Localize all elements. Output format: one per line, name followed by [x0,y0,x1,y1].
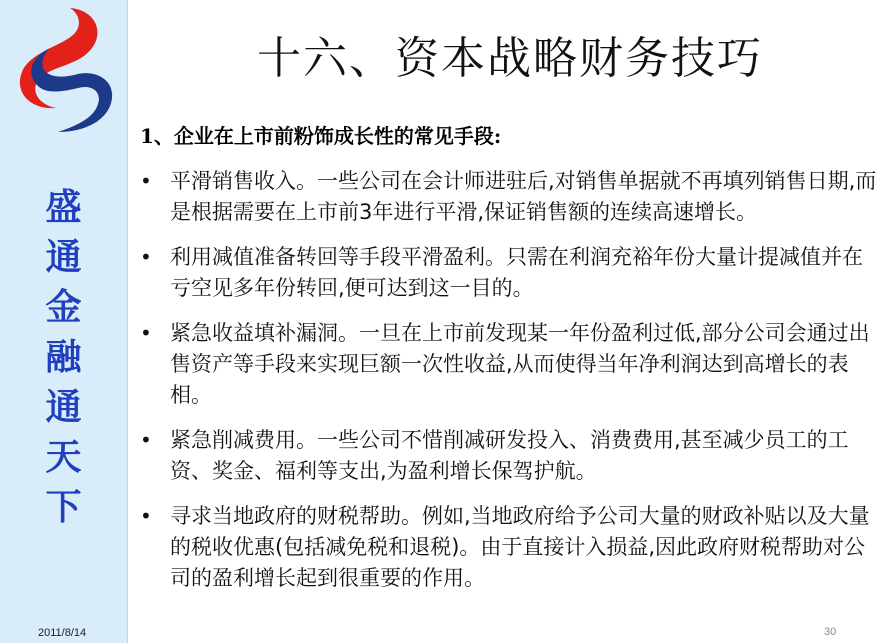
sidebar [0,0,128,643]
bullet-text: 紧急削减费用。一些公司不惜削减研发投入、消费费用,甚至减少员工的工资、奖金、福利等支出,为盈利增长保驾护航。 [170,428,849,483]
slide-subtitle: 1、企业在上市前粉饰成长性的常见手段: [140,124,502,148]
bullet-text: 寻求当地政府的财税帮助。例如,当地政府给予公司大量的财政补贴以及大量的税收优惠(包括减免税和退税)。由于直接计入损益,因此政府财税帮助对公司的盈利增长起到很重要的作用。 [170,504,870,590]
motto-char: 盛 [45,186,82,228]
bullet-item [138,501,878,594]
bullet-item [138,166,878,228]
bullet-item [138,242,878,304]
motto-char: 天 [45,436,82,478]
motto-char: 通 [45,386,82,428]
motto-char: 通 [45,236,82,278]
bullet-dot: • [140,428,152,452]
bullet-dot: • [140,245,152,269]
motto-char: 融 [45,336,82,378]
bullet-dot: • [140,504,152,528]
page-number: 30 [824,626,837,638]
motto-char: 下 [45,486,82,528]
company-logo-icon [0,0,127,145]
bullet-item [138,425,878,487]
bullet-text: 利用减值准备转回等手段平滑盈利。只需在利润充裕年份大量计提减值并在亏空见多年份转回,便可达到这一目的。 [170,245,863,300]
slide-date: 2011/8/14 [38,627,87,639]
motto-char: 金 [45,286,82,328]
bullet-list [138,166,878,608]
bullet-item [138,318,878,411]
slide-title: 十六、资本战略财务技巧 [257,33,763,84]
bullet-text: 平滑销售收入。一些公司在会计师进驻后,对销售单据就不再填列销售日期,而是根据需要在上市前3年进行平滑,保证销售额的连续高速增长。 [170,169,877,224]
bullet-dot: • [140,321,152,345]
sidebar-motto [0,182,127,532]
bullet-text: 紧急收益填补漏洞。一旦在上市前发现某一年份盈利过低,部分公司会通过出售资产等手段来实现巨额一次性收益,从而使得当年净利润达到高增长的表相。 [170,321,870,407]
bullet-dot: • [140,169,152,193]
